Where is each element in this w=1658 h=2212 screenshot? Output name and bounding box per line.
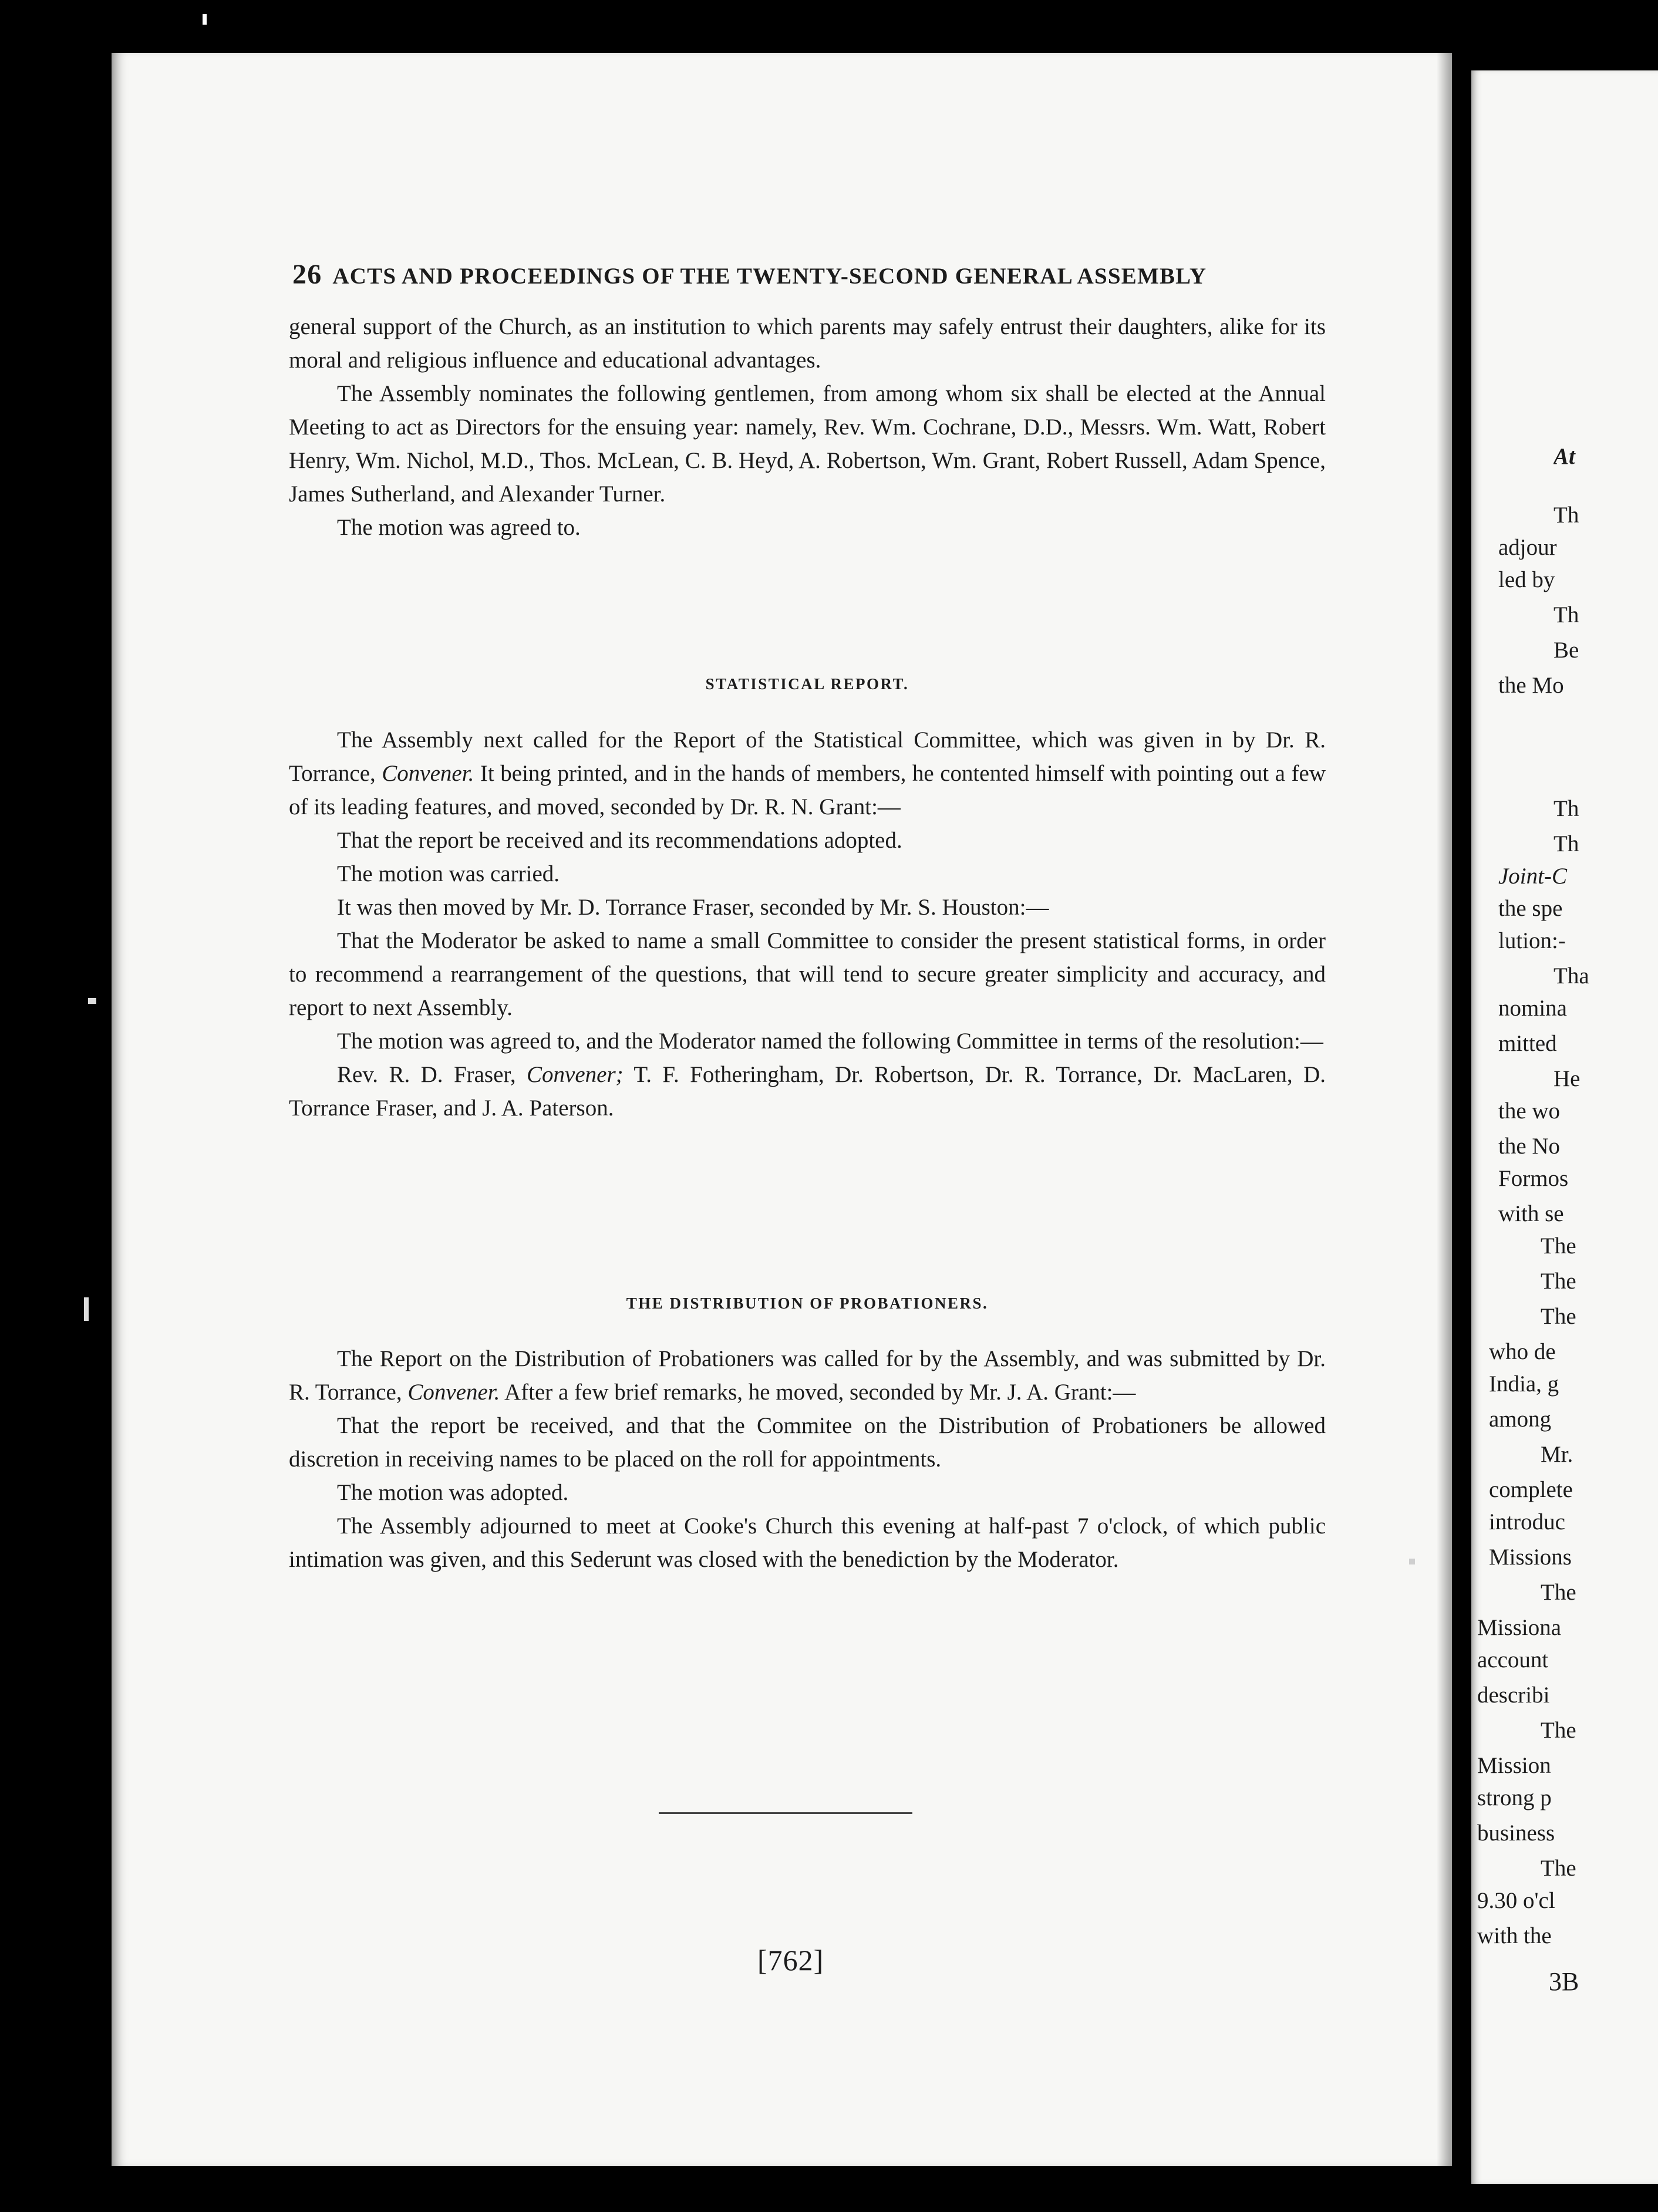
paragraph: It was then moved by Mr. D. Torrance Fraser, seconded by Mr. S. Houston:— <box>337 895 1049 920</box>
book-gutter <box>1452 41 1471 2196</box>
convener-label: Convener. <box>407 1380 500 1405</box>
right-page-line: Formos <box>1498 1166 1569 1191</box>
section-heading-probationers: THE DISTRIBUTION OF PROBATIONERS. <box>626 1294 989 1312</box>
paragraph: The Assembly next called for the Report of the Statistical Committee, which was given in by Dr. R. Torrance, Convener. It being printed, and in the hands of members, he contented himself with pointing out a few of its leading features, and moved, seconded by Dr. R. N. Grant:— <box>289 727 1326 820</box>
right-page-line: The <box>1541 1269 1576 1294</box>
paragraph: The Assembly adjourned to meet at Cooke's Church this evening at half-past 7 o'clock, of which public intimation was given, and this Sederunt was closed with the benediction by the Moderator. <box>289 1513 1326 1572</box>
right-page-line: The <box>1541 1856 1576 1881</box>
right-page-line: Missions <box>1489 1545 1572 1570</box>
right-page-line: describi <box>1477 1682 1550 1708</box>
probationers-text <box>289 1342 1326 1576</box>
running-header-title: ACTS AND PROCEEDINGS OF THE TWENTY-SECOND GENERAL ASSEMBLY <box>332 264 1207 289</box>
convener-label: Convener; <box>527 1062 624 1087</box>
right-page-line: Th <box>1553 831 1579 857</box>
section-divider <box>659 1812 912 1814</box>
scan-mark <box>203 14 207 25</box>
right-page-line: Missiona <box>1477 1615 1562 1640</box>
right-page-line: with the <box>1477 1923 1552 1948</box>
paragraph: The Report on the Distribution of Probationers was called for by the Assembly, and was submitted by Dr. R. Torrance, Convener. After a few brief remarks, he moved, seconded by Mr. J. A. Grant:— <box>289 1346 1326 1405</box>
right-page-line: 3B <box>1549 1967 1579 1996</box>
right-page-line: the No <box>1498 1134 1561 1159</box>
right-page-line: complete <box>1489 1477 1573 1502</box>
right-page-line: lution:- <box>1498 928 1566 953</box>
right-page-line: account <box>1477 1647 1549 1673</box>
folio-number: [762] <box>757 1944 824 1977</box>
right-page-line: the spe <box>1498 896 1563 921</box>
paragraph: The Assembly nominates the following gentlemen, from among whom six shall be elected at the Annual Meeting to act as Directors for the ensuing year: namely, Rev. Wm. Cochrane, D.D., Messrs. Wm. Watt, Robert Henry, Wm. Nichol, M.D., Thos. McLean, C. B. Heyd, A. Robertson, Wm. Grant, Robert Russell, Adam Spence, James Sutherland, and Alexander Turner. <box>289 381 1326 507</box>
running-header <box>292 258 1326 291</box>
right-page-line: Mr. <box>1541 1442 1573 1467</box>
right-page-line: Th <box>1553 503 1579 528</box>
right-page-line: the Mo <box>1498 673 1564 698</box>
right-page-line: the wo <box>1498 1098 1561 1124</box>
paragraph: That the Moderator be asked to name a small Committee to consider the present statistical forms, in order to recommend a rearrangement of the questions, that will tend to secure greater simplicity and accuracy, and report to next Assembly. <box>289 928 1326 1020</box>
opening-paragraphs <box>289 310 1326 544</box>
convener-label: Convener. <box>382 761 474 786</box>
right-page-line: mitted <box>1498 1031 1557 1056</box>
paragraph: general support of the Church, as an institution to which parents may safely entrust their daughters, alike for its moral and religious influence and educational advantages. <box>289 314 1326 373</box>
scan-mark <box>84 1297 89 1321</box>
right-page-line: At <box>1553 444 1575 469</box>
right-page-line: introduc <box>1489 1509 1565 1535</box>
statistical-report-text <box>289 723 1326 1125</box>
right-page-line: led by <box>1498 567 1555 592</box>
right-page-line: The <box>1541 1580 1576 1605</box>
right-page-line: Be <box>1553 638 1579 663</box>
paragraph: The motion was agreed to, and the Moderator named the following Committee in terms of the resolution:— <box>337 1029 1323 1054</box>
right-page-line: The <box>1541 1304 1576 1329</box>
right-page-line: with se <box>1498 1201 1564 1226</box>
right-page-line: among <box>1489 1407 1552 1432</box>
section-heading-statistical: STATISTICAL REPORT. <box>705 675 909 693</box>
right-page-line: Th <box>1553 602 1579 628</box>
paragraph: The motion was carried. <box>337 861 560 886</box>
right-page-line: He <box>1553 1066 1581 1091</box>
right-page-line: Th <box>1553 796 1579 821</box>
right-page-line: business <box>1477 1820 1555 1846</box>
scan-mark <box>88 998 96 1004</box>
right-page-line: The <box>1541 1233 1576 1259</box>
paragraph: The motion was adopted. <box>337 1480 569 1505</box>
right-page-line: The <box>1541 1718 1576 1743</box>
right-page-line: Tha <box>1553 963 1589 989</box>
right-page-line: strong p <box>1477 1785 1552 1810</box>
scan-mark <box>1409 1559 1415 1564</box>
right-page-line: nomina <box>1498 996 1567 1021</box>
right-page-line: 9.30 o'cl <box>1477 1888 1555 1913</box>
right-page-line: Joint-C <box>1498 864 1567 889</box>
right-page <box>1471 70 1658 2184</box>
paragraph: The motion was agreed to. <box>337 515 581 540</box>
paragraph: That the report be received, and that the Commitee on the Distribution of Probationers be allowed discretion in receiving names to be placed on the roll for appointments. <box>289 1413 1326 1472</box>
paragraph: Rev. R. D. Fraser, Convener; T. F. Fotheringham, Dr. Robertson, Dr. R. Torrance, Dr. MacLaren, D. Torrance Fraser, and J. A. Paterson. <box>289 1062 1326 1121</box>
page-number: 26 <box>292 259 322 290</box>
right-page-line: Mission <box>1477 1753 1551 1778</box>
right-page-line: India, g <box>1489 1371 1559 1397</box>
right-page-line: adjour <box>1498 535 1557 560</box>
right-page-line: who de <box>1489 1339 1556 1364</box>
paragraph: That the report be received and its recommendations adopted. <box>337 828 902 853</box>
